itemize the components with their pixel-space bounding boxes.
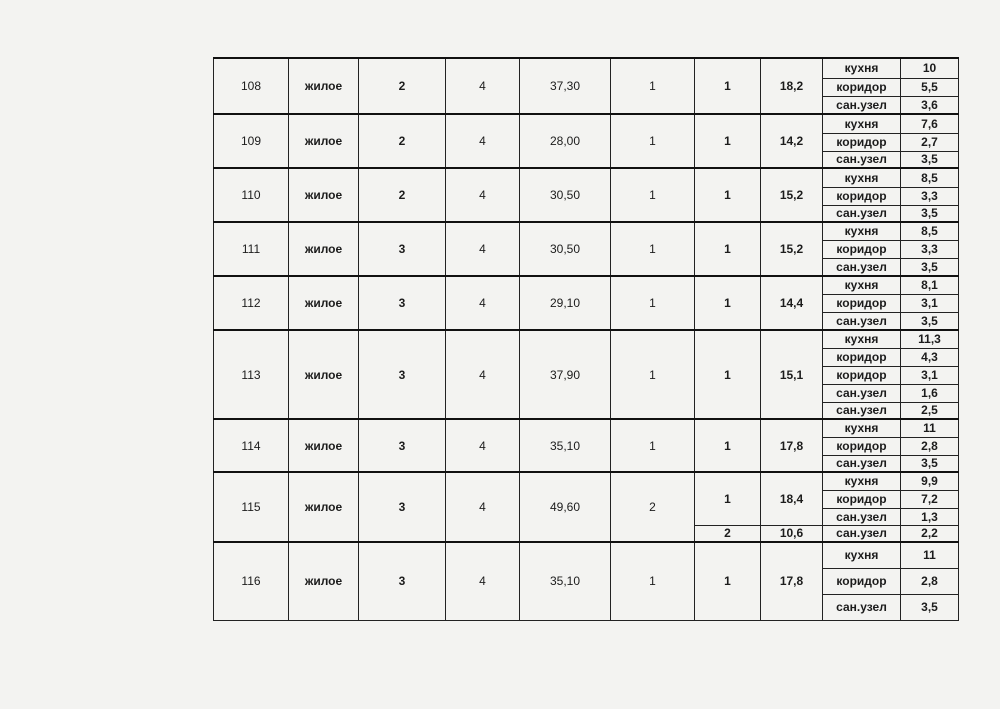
column-4-cell: 4 [446,472,520,542]
column-4-cell: 4 [446,276,520,330]
living-area-cell: 15,2 [761,168,823,222]
aux-room-area-cell: 3,3 [901,240,959,258]
column-4-cell: 4 [446,330,520,419]
premises-type-cell: жилое [289,330,359,419]
aux-room-area-cell: 9,9 [901,472,959,490]
column-4-cell: 4 [446,419,520,472]
premises-type-cell: жилое [289,276,359,330]
aux-room-area-cell: 8,5 [901,222,959,240]
premises-type-cell: жилое [289,472,359,542]
column-4-cell: 4 [446,58,520,114]
column-4-cell: 4 [446,222,520,276]
aux-room-name-cell: кухня [823,330,901,348]
aux-room-name-cell: коридор [823,490,901,508]
column-4-cell: 4 [446,168,520,222]
room-number-cell: 2 [695,525,761,542]
total-area-cell: 29,10 [520,276,611,330]
premises-type-cell: жилое [289,114,359,168]
aux-room-area-cell: 11,3 [901,330,959,348]
aux-room-name-cell: сан.узел [823,384,901,402]
aux-room-name-cell: коридор [823,437,901,455]
aux-room-name-cell: кухня [823,419,901,437]
table-row [214,58,959,78]
aux-room-name-cell: сан.узел [823,402,901,419]
column-3-cell: 2 [359,168,446,222]
room-number-cell: 1 [695,330,761,419]
apartment-number-cell: 113 [214,330,289,419]
column-4-cell: 4 [446,542,520,620]
table-row [214,419,959,437]
aux-room-area-cell: 3,5 [901,594,959,620]
aux-room-name-cell: коридор [823,133,901,151]
column-3-cell: 3 [359,330,446,419]
aux-room-name-cell: кухня [823,168,901,187]
living-area-cell: 17,8 [761,542,823,620]
aux-room-name-cell: сан.узел [823,96,901,114]
aux-room-area-cell: 2,2 [901,525,959,542]
premises-type-cell: жилое [289,168,359,222]
living-area-cell: 15,2 [761,222,823,276]
column-6-cell: 2 [611,472,695,542]
table-row [214,114,959,133]
room-number-cell: 1 [695,542,761,620]
room-number-cell: 1 [695,168,761,222]
aux-room-name-cell: коридор [823,187,901,205]
aux-room-area-cell: 7,2 [901,490,959,508]
aux-room-area-cell: 2,7 [901,133,959,151]
total-area-cell: 28,00 [520,114,611,168]
table-row [214,276,959,294]
column-6-cell: 1 [611,222,695,276]
apartments-table [213,57,959,621]
aux-room-area-cell: 3,5 [901,151,959,168]
aux-room-name-cell: сан.узел [823,258,901,276]
aux-room-area-cell: 3,5 [901,205,959,222]
column-6-cell: 1 [611,168,695,222]
apartment-number-cell: 108 [214,58,289,114]
living-area-cell: 14,4 [761,276,823,330]
column-3-cell: 3 [359,542,446,620]
aux-room-name-cell: коридор [823,294,901,312]
premises-type-cell: жилое [289,58,359,114]
aux-room-area-cell: 2,5 [901,402,959,419]
room-number-cell: 1 [695,419,761,472]
aux-room-area-cell: 2,8 [901,568,959,594]
column-6-cell: 1 [611,542,695,620]
apartment-number-cell: 110 [214,168,289,222]
column-4-cell: 4 [446,114,520,168]
apartment-number-cell: 116 [214,542,289,620]
table-row [214,542,959,568]
premises-type-cell: жилое [289,419,359,472]
room-number-cell: 1 [695,472,761,525]
aux-room-area-cell: 4,3 [901,348,959,366]
aux-room-area-cell: 3,3 [901,187,959,205]
room-number-cell: 1 [695,222,761,276]
living-area-cell: 17,8 [761,419,823,472]
column-6-cell: 1 [611,330,695,419]
column-6-cell: 1 [611,276,695,330]
column-3-cell: 2 [359,58,446,114]
aux-room-area-cell: 3,5 [901,455,959,472]
aux-room-name-cell: сан.узел [823,312,901,330]
living-area-cell: 10,6 [761,525,823,542]
aux-room-name-cell: сан.узел [823,151,901,168]
apartment-number-cell: 115 [214,472,289,542]
aux-room-area-cell: 8,1 [901,276,959,294]
aux-room-name-cell: сан.узел [823,455,901,472]
living-area-cell: 14,2 [761,114,823,168]
aux-room-area-cell: 1,3 [901,508,959,525]
table-row [214,168,959,187]
aux-room-area-cell: 11 [901,542,959,568]
living-area-cell: 18,4 [761,472,823,525]
room-number-cell: 1 [695,58,761,114]
living-area-cell: 15,1 [761,330,823,419]
aux-room-name-cell: сан.узел [823,525,901,542]
total-area-cell: 35,10 [520,542,611,620]
aux-room-name-cell: коридор [823,366,901,384]
column-3-cell: 2 [359,114,446,168]
apartment-number-cell: 109 [214,114,289,168]
apartment-number-cell: 111 [214,222,289,276]
apartment-number-cell: 114 [214,419,289,472]
table-row [214,222,959,240]
premises-type-cell: жилое [289,222,359,276]
aux-room-area-cell: 1,6 [901,384,959,402]
aux-room-name-cell: коридор [823,348,901,366]
aux-room-area-cell: 2,8 [901,437,959,455]
column-6-cell: 1 [611,58,695,114]
apartment-number-cell: 112 [214,276,289,330]
aux-room-area-cell: 3,5 [901,258,959,276]
aux-room-name-cell: кухня [823,276,901,294]
aux-room-area-cell: 3,5 [901,312,959,330]
aux-room-name-cell: сан.узел [823,594,901,620]
aux-room-area-cell: 8,5 [901,168,959,187]
aux-room-name-cell: сан.узел [823,508,901,525]
column-3-cell: 3 [359,419,446,472]
premises-type-cell: жилое [289,542,359,620]
total-area-cell: 49,60 [520,472,611,542]
aux-room-area-cell: 3,1 [901,294,959,312]
total-area-cell: 37,90 [520,330,611,419]
column-6-cell: 1 [611,419,695,472]
table-row [214,472,959,490]
aux-room-name-cell: кухня [823,58,901,78]
aux-room-name-cell: кухня [823,114,901,133]
aux-room-name-cell: кухня [823,472,901,490]
aux-room-name-cell: сан.узел [823,205,901,222]
aux-room-name-cell: коридор [823,78,901,96]
aux-room-name-cell: кухня [823,542,901,568]
aux-room-area-cell: 11 [901,419,959,437]
aux-room-area-cell: 3,1 [901,366,959,384]
aux-room-area-cell: 3,6 [901,96,959,114]
aux-room-name-cell: коридор [823,568,901,594]
total-area-cell: 30,50 [520,168,611,222]
column-6-cell: 1 [611,114,695,168]
column-3-cell: 3 [359,222,446,276]
aux-room-area-cell: 10 [901,58,959,78]
column-3-cell: 3 [359,276,446,330]
column-3-cell: 3 [359,472,446,542]
aux-room-name-cell: коридор [823,240,901,258]
room-number-cell: 1 [695,114,761,168]
total-area-cell: 37,30 [520,58,611,114]
aux-room-area-cell: 7,6 [901,114,959,133]
aux-room-area-cell: 5,5 [901,78,959,96]
table-row [214,330,959,348]
total-area-cell: 30,50 [520,222,611,276]
room-number-cell: 1 [695,276,761,330]
living-area-cell: 18,2 [761,58,823,114]
aux-room-name-cell: кухня [823,222,901,240]
total-area-cell: 35,10 [520,419,611,472]
